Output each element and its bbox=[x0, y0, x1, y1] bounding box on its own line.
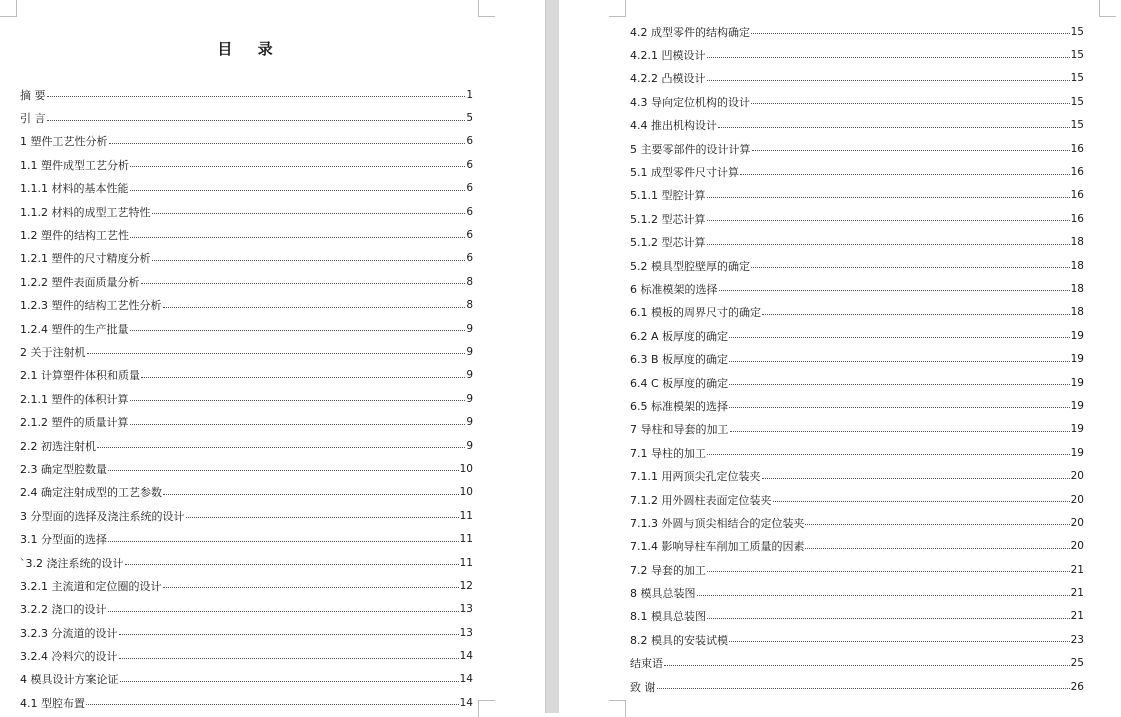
toc-entry[interactable] bbox=[630, 347, 1084, 370]
toc-entry[interactable] bbox=[630, 301, 1084, 324]
toc-entry[interactable] bbox=[630, 371, 1084, 394]
toc-leader-dots bbox=[130, 166, 465, 167]
toc-entry[interactable] bbox=[630, 652, 1084, 675]
toc-leader-dots bbox=[130, 400, 466, 401]
toc-leader-dots bbox=[762, 478, 1070, 479]
toc-leader-dots bbox=[740, 174, 1070, 175]
toc-entry-text: 7.1.1 用两顶尖孔定位装夹 bbox=[630, 470, 761, 484]
toc-leader-dots bbox=[762, 314, 1070, 315]
toc-entry-text: 7.1.4 影响导柱车削加工质量的因素 bbox=[630, 540, 805, 554]
toc-entry[interactable] bbox=[630, 464, 1084, 487]
toc-leader-dots bbox=[86, 704, 459, 705]
toc-leader-dots bbox=[141, 283, 466, 284]
toc-entry-page: 23 bbox=[1070, 633, 1084, 646]
toc-entry-page: 20 bbox=[1070, 516, 1084, 529]
toc-entry[interactable] bbox=[20, 621, 473, 644]
toc-entry[interactable] bbox=[20, 457, 473, 480]
toc-entry-text: 6 标准模架的选择 bbox=[630, 282, 718, 296]
toc-entry[interactable] bbox=[20, 153, 473, 176]
toc-leader-dots bbox=[130, 330, 466, 331]
toc-list-left bbox=[20, 83, 473, 715]
toc-leader-dots bbox=[729, 337, 1070, 338]
toc-entry-page: 15 bbox=[1070, 95, 1084, 108]
toc-leader-dots bbox=[108, 611, 459, 612]
toc-entry-text: 2.3 确定型腔数量 bbox=[20, 462, 107, 476]
toc-entry-page: 9 bbox=[466, 322, 473, 335]
toc-entry-page: 9 bbox=[466, 369, 473, 382]
toc-entry-page: 13 bbox=[459, 626, 473, 639]
toc-entry-page: 9 bbox=[466, 392, 473, 405]
toc-leader-dots bbox=[751, 33, 1070, 34]
toc-leader-dots bbox=[751, 103, 1070, 104]
toc-entry-text: 结束语 bbox=[630, 657, 663, 671]
toc-leader-dots bbox=[130, 237, 465, 238]
toc-entry-text: 4 模具设计方案论证 bbox=[20, 673, 119, 687]
toc-entry[interactable] bbox=[20, 434, 473, 457]
toc-entry-text: 7.1.3 外圆与顶尖相结合的定位装夹 bbox=[630, 516, 805, 530]
toc-leader-dots bbox=[707, 618, 1070, 619]
toc-leader-dots bbox=[163, 494, 459, 495]
toc-entry-page: 19 bbox=[1070, 353, 1084, 366]
toc-leader-dots bbox=[707, 454, 1070, 455]
toc-entry-page: 19 bbox=[1070, 376, 1084, 389]
toc-leader-dots bbox=[752, 150, 1070, 151]
toc-entry[interactable] bbox=[630, 231, 1084, 254]
toc-entry[interactable] bbox=[20, 340, 473, 363]
toc-entry-page: 8 bbox=[466, 275, 473, 288]
toc-entry-text: 2.1.2 塑件的质量计算 bbox=[20, 416, 129, 430]
toc-entry[interactable] bbox=[630, 67, 1084, 90]
toc-entry-page: 12 bbox=[459, 579, 473, 592]
toc-leader-dots bbox=[109, 143, 466, 144]
toc-entry-text: 3 分型面的选择及浇注系统的设计 bbox=[20, 509, 185, 523]
page-gutter bbox=[545, 0, 560, 713]
toc-entry-text: 4.1 型腔布置 bbox=[20, 696, 85, 710]
toc-entry-page: 18 bbox=[1070, 236, 1084, 249]
toc-leader-dots bbox=[130, 190, 466, 191]
toc-entry-text: 1.2.1 塑件的尺寸精度分析 bbox=[20, 252, 151, 266]
toc-entry-text: 1.1.1 材料的基本性能 bbox=[20, 182, 129, 196]
toc-entry[interactable] bbox=[20, 223, 473, 246]
toc-entry-text: 8.1 模具总装图 bbox=[630, 610, 706, 624]
toc-entry-text: 7.1 导柱的加工 bbox=[630, 446, 706, 460]
toc-entry-page: 8 bbox=[466, 299, 473, 312]
toc-entry-page: 21 bbox=[1070, 563, 1084, 576]
toc-entry-text: 1.2.2 塑件表面质量分析 bbox=[20, 275, 140, 289]
toc-entry[interactable] bbox=[630, 535, 1084, 558]
corner-mark bbox=[478, 0, 495, 17]
toc-entry-text: 8 模具总装图 bbox=[630, 587, 696, 601]
toc-entry[interactable] bbox=[630, 488, 1084, 511]
toc-entry[interactable] bbox=[20, 294, 473, 317]
toc-entry-page: 18 bbox=[1070, 306, 1084, 319]
toc-entry-text: 5 主要零部件的设计计算 bbox=[630, 142, 751, 156]
toc-entry[interactable] bbox=[20, 691, 473, 714]
toc-entry[interactable] bbox=[630, 137, 1084, 160]
toc-leader-dots bbox=[729, 361, 1070, 362]
toc-entry-text: 2.2 初选注射机 bbox=[20, 439, 96, 453]
toc-entry-page: 18 bbox=[1070, 282, 1084, 295]
toc-entry-page: 16 bbox=[1070, 189, 1084, 202]
toc-entry-text: 5.1.2 型芯计算 bbox=[630, 236, 706, 250]
toc-entry-text: 2.1.1 塑件的体积计算 bbox=[20, 392, 129, 406]
toc-entry-text: 4.2 成型零件的结构确定 bbox=[630, 25, 750, 39]
toc-entry[interactable] bbox=[630, 20, 1084, 43]
toc-entry[interactable] bbox=[20, 551, 473, 574]
toc-entry-text: 3.2.3 分流道的设计 bbox=[20, 626, 118, 640]
toc-entry[interactable] bbox=[20, 247, 473, 270]
toc-entry-text: 7 导柱和导套的加工 bbox=[630, 423, 729, 437]
toc-leader-dots bbox=[729, 407, 1070, 408]
toc-entry[interactable] bbox=[20, 317, 473, 340]
toc-entry[interactable] bbox=[630, 43, 1084, 66]
toc-entry-text: 4.2.2 凸模设计 bbox=[630, 72, 706, 86]
toc-leader-dots bbox=[707, 220, 1070, 221]
toc-entry-page: 19 bbox=[1070, 399, 1084, 412]
toc-entry-text: 2 关于注射机 bbox=[20, 345, 86, 359]
toc-entry-page: 16 bbox=[1070, 166, 1084, 179]
toc-leader-dots bbox=[108, 470, 459, 471]
toc-entry[interactable] bbox=[630, 558, 1084, 581]
corner-mark bbox=[609, 700, 626, 717]
toc-entry[interactable] bbox=[630, 581, 1084, 604]
toc-entry[interactable] bbox=[630, 394, 1084, 417]
toc-leader-dots bbox=[697, 595, 1070, 596]
toc-entry-page: 6 bbox=[466, 158, 473, 171]
toc-entry-page: 14 bbox=[459, 673, 473, 686]
corner-mark bbox=[0, 0, 17, 17]
toc-entry-text: 6.4 C 板厚度的确定 bbox=[630, 376, 729, 390]
toc-entry-text: 4.3 导向定位机构的设计 bbox=[630, 95, 750, 109]
toc-entry-page: 21 bbox=[1070, 587, 1084, 600]
toc-entry[interactable] bbox=[20, 106, 473, 129]
toc-entry[interactable] bbox=[20, 574, 473, 597]
toc-leader-dots bbox=[108, 541, 459, 542]
toc-entry[interactable] bbox=[20, 83, 473, 106]
toc-leader-dots bbox=[729, 641, 1070, 642]
toc-entry-page: 15 bbox=[1070, 72, 1084, 85]
toc-entry-page: 19 bbox=[1070, 423, 1084, 436]
toc-leader-dots bbox=[707, 571, 1070, 572]
toc-leader-dots bbox=[707, 197, 1070, 198]
corner-mark bbox=[478, 700, 495, 717]
toc-list-right bbox=[630, 20, 1084, 698]
toc-entry-page: 1 bbox=[466, 88, 473, 101]
toc-entry[interactable] bbox=[630, 675, 1084, 698]
corner-mark bbox=[1099, 0, 1116, 17]
toc-leader-dots bbox=[719, 290, 1070, 291]
toc-leader-dots bbox=[718, 127, 1070, 128]
toc-leader-dots bbox=[163, 587, 459, 588]
toc-entry-page: 20 bbox=[1070, 470, 1084, 483]
toc-leader-dots bbox=[805, 524, 1069, 525]
toc-entry-page: 6 bbox=[466, 182, 473, 195]
toc-entry[interactable] bbox=[630, 184, 1084, 207]
toc-leader-dots bbox=[664, 665, 1070, 666]
toc-entry-text: 3.2.2 浇口的设计 bbox=[20, 603, 107, 617]
toc-leader-dots bbox=[751, 267, 1070, 268]
toc-entry[interactable] bbox=[630, 418, 1084, 441]
toc-leader-dots bbox=[152, 260, 466, 261]
toc-entry-text: 4.2.1 凹模设计 bbox=[630, 49, 706, 63]
toc-leader-dots bbox=[152, 213, 466, 214]
toc-entry[interactable] bbox=[630, 114, 1084, 137]
toc-leader-dots bbox=[130, 424, 466, 425]
toc-entry[interactable] bbox=[630, 605, 1084, 628]
toc-entry-page: 9 bbox=[466, 416, 473, 429]
toc-entry-page: 6 bbox=[466, 205, 473, 218]
toc-entry-text: 5.1 成型零件尺寸计算 bbox=[630, 166, 739, 180]
toc-leader-dots bbox=[120, 681, 459, 682]
toc-entry-text: 2.1 计算塑件体积和质量 bbox=[20, 369, 140, 383]
toc-leader-dots bbox=[657, 688, 1070, 689]
toc-entry[interactable] bbox=[630, 441, 1084, 464]
toc-entry-page: 6 bbox=[466, 252, 473, 265]
toc-entry-text: 1.1 塑件成型工艺分析 bbox=[20, 158, 129, 172]
toc-entry-page: 14 bbox=[459, 650, 473, 663]
toc-entry-page: 11 bbox=[459, 509, 473, 522]
toc-entry-page: 11 bbox=[459, 533, 473, 546]
toc-entry-text: 3.1 分型面的选择 bbox=[20, 533, 107, 547]
toc-entry-page: 13 bbox=[459, 603, 473, 616]
toc-entry[interactable] bbox=[20, 364, 473, 387]
toc-entry-text: 6.5 标准模架的选择 bbox=[630, 399, 728, 413]
toc-entry-page: 16 bbox=[1070, 212, 1084, 225]
toc-entry-page: 20 bbox=[1070, 493, 1084, 506]
toc-leader-dots bbox=[119, 658, 459, 659]
toc-entry-text: 1.2.3 塑件的结构工艺性分析 bbox=[20, 299, 162, 313]
toc-entry-text: 4.4 推出机构设计 bbox=[630, 119, 717, 133]
toc-entry[interactable] bbox=[630, 160, 1084, 183]
toc-leader-dots bbox=[163, 307, 466, 308]
toc-entry-page: 10 bbox=[459, 462, 473, 475]
toc-entry-page: 16 bbox=[1070, 142, 1084, 155]
toc-entry[interactable] bbox=[630, 207, 1084, 230]
toc-leader-dots bbox=[47, 96, 466, 97]
toc-entry[interactable] bbox=[630, 511, 1084, 534]
toc-entry[interactable] bbox=[630, 324, 1084, 347]
toc-leader-dots bbox=[730, 431, 1070, 432]
toc-entry-page: 15 bbox=[1070, 49, 1084, 62]
toc-entry-text: 5.1.1 型腔计算 bbox=[630, 189, 706, 203]
toc-entry-page: 19 bbox=[1070, 329, 1084, 342]
toc-entry-page: 11 bbox=[459, 556, 473, 569]
toc-entry-text: 6.1 模板的周界尺寸的确定 bbox=[630, 306, 761, 320]
toc-entry[interactable] bbox=[20, 387, 473, 410]
toc-entry-page: 26 bbox=[1070, 680, 1084, 693]
toc-entry-text: 5.2 模具型腔壁厚的确定 bbox=[630, 259, 750, 273]
toc-entry[interactable] bbox=[20, 644, 473, 667]
toc-entry[interactable] bbox=[20, 504, 473, 527]
toc-entry[interactable] bbox=[20, 177, 473, 200]
toc-leader-dots bbox=[141, 377, 465, 378]
toc-entry-page: 9 bbox=[466, 345, 473, 358]
toc-entry[interactable] bbox=[20, 270, 473, 293]
toc-entry[interactable] bbox=[630, 628, 1084, 651]
toc-entry-text: 1.2 塑件的结构工艺性 bbox=[20, 229, 129, 243]
toc-entry[interactable] bbox=[20, 200, 473, 223]
toc-entry[interactable] bbox=[20, 527, 473, 550]
toc-entry-page: 20 bbox=[1070, 540, 1084, 553]
toc-entry-page: 25 bbox=[1070, 657, 1084, 670]
toc-entry-text: 7.1.2 用外圆柱表面定位装夹 bbox=[630, 493, 772, 507]
toc-entry-text: `3.2 浇注系统的设计 bbox=[20, 556, 124, 570]
toc-leader-dots bbox=[87, 353, 466, 354]
toc-leader-dots bbox=[97, 447, 465, 448]
toc-entry[interactable] bbox=[630, 90, 1084, 113]
toc-entry-text: 1 塑件工艺性分析 bbox=[20, 135, 108, 149]
toc-entry[interactable] bbox=[20, 598, 473, 621]
toc-entry[interactable] bbox=[20, 410, 473, 433]
toc-entry-text: 7.2 导套的加工 bbox=[630, 563, 706, 577]
toc-entry-text: 3.2.1 主流道和定位圈的设计 bbox=[20, 579, 162, 593]
toc-leader-dots bbox=[47, 120, 466, 121]
corner-mark bbox=[609, 0, 626, 17]
toc-entry-page: 14 bbox=[459, 696, 473, 709]
toc-leader-dots bbox=[773, 501, 1070, 502]
toc-entry[interactable] bbox=[630, 277, 1084, 300]
toc-entry-page: 15 bbox=[1070, 25, 1084, 38]
toc-entry-text: 引 言 bbox=[20, 112, 46, 126]
toc-entry-page: 15 bbox=[1070, 119, 1084, 132]
toc-leader-dots bbox=[119, 634, 459, 635]
toc-leader-dots bbox=[805, 548, 1069, 549]
toc-leader-dots bbox=[707, 244, 1070, 245]
toc-entry-page: 6 bbox=[466, 229, 473, 242]
toc-entry-text: 摘 要 bbox=[20, 88, 46, 102]
toc-entry-page: 19 bbox=[1070, 446, 1084, 459]
toc-leader-dots bbox=[125, 564, 459, 565]
toc-leader-dots bbox=[707, 57, 1070, 58]
toc-entry-text: 5.1.2 型芯计算 bbox=[630, 212, 706, 226]
toc-title: 目 录 bbox=[217, 40, 283, 58]
toc-entry-page: 9 bbox=[466, 439, 473, 452]
toc-entry-text: 2.4 确定注射成型的工艺参数 bbox=[20, 486, 162, 500]
toc-entry-page: 21 bbox=[1070, 610, 1084, 623]
toc-entry-page: 5 bbox=[466, 112, 473, 125]
toc-entry-text: 1.2.4 塑件的生产批量 bbox=[20, 322, 129, 336]
toc-entry[interactable] bbox=[20, 481, 473, 504]
toc-entry[interactable] bbox=[20, 130, 473, 153]
toc-entry-page: 6 bbox=[466, 135, 473, 148]
toc-entry-text: 致 谢 bbox=[630, 680, 656, 694]
toc-entry-text: 6.2 A 板厚度的确定 bbox=[630, 329, 729, 343]
toc-entry-text: 1.1.2 材料的成型工艺特性 bbox=[20, 205, 151, 219]
toc-entry[interactable] bbox=[630, 254, 1084, 277]
toc-entry-text: 8.2 模具的安装试模 bbox=[630, 633, 728, 647]
toc-entry-page: 18 bbox=[1070, 259, 1084, 272]
toc-leader-dots bbox=[729, 384, 1069, 385]
toc-entry[interactable] bbox=[20, 668, 473, 691]
toc-leader-dots bbox=[707, 80, 1070, 81]
toc-entry-text: 6.3 B 板厚度的确定 bbox=[630, 353, 729, 367]
toc-leader-dots bbox=[186, 517, 459, 518]
toc-entry-page: 10 bbox=[459, 486, 473, 499]
toc-entry-text: 3.2.4 冷料穴的设计 bbox=[20, 650, 118, 664]
